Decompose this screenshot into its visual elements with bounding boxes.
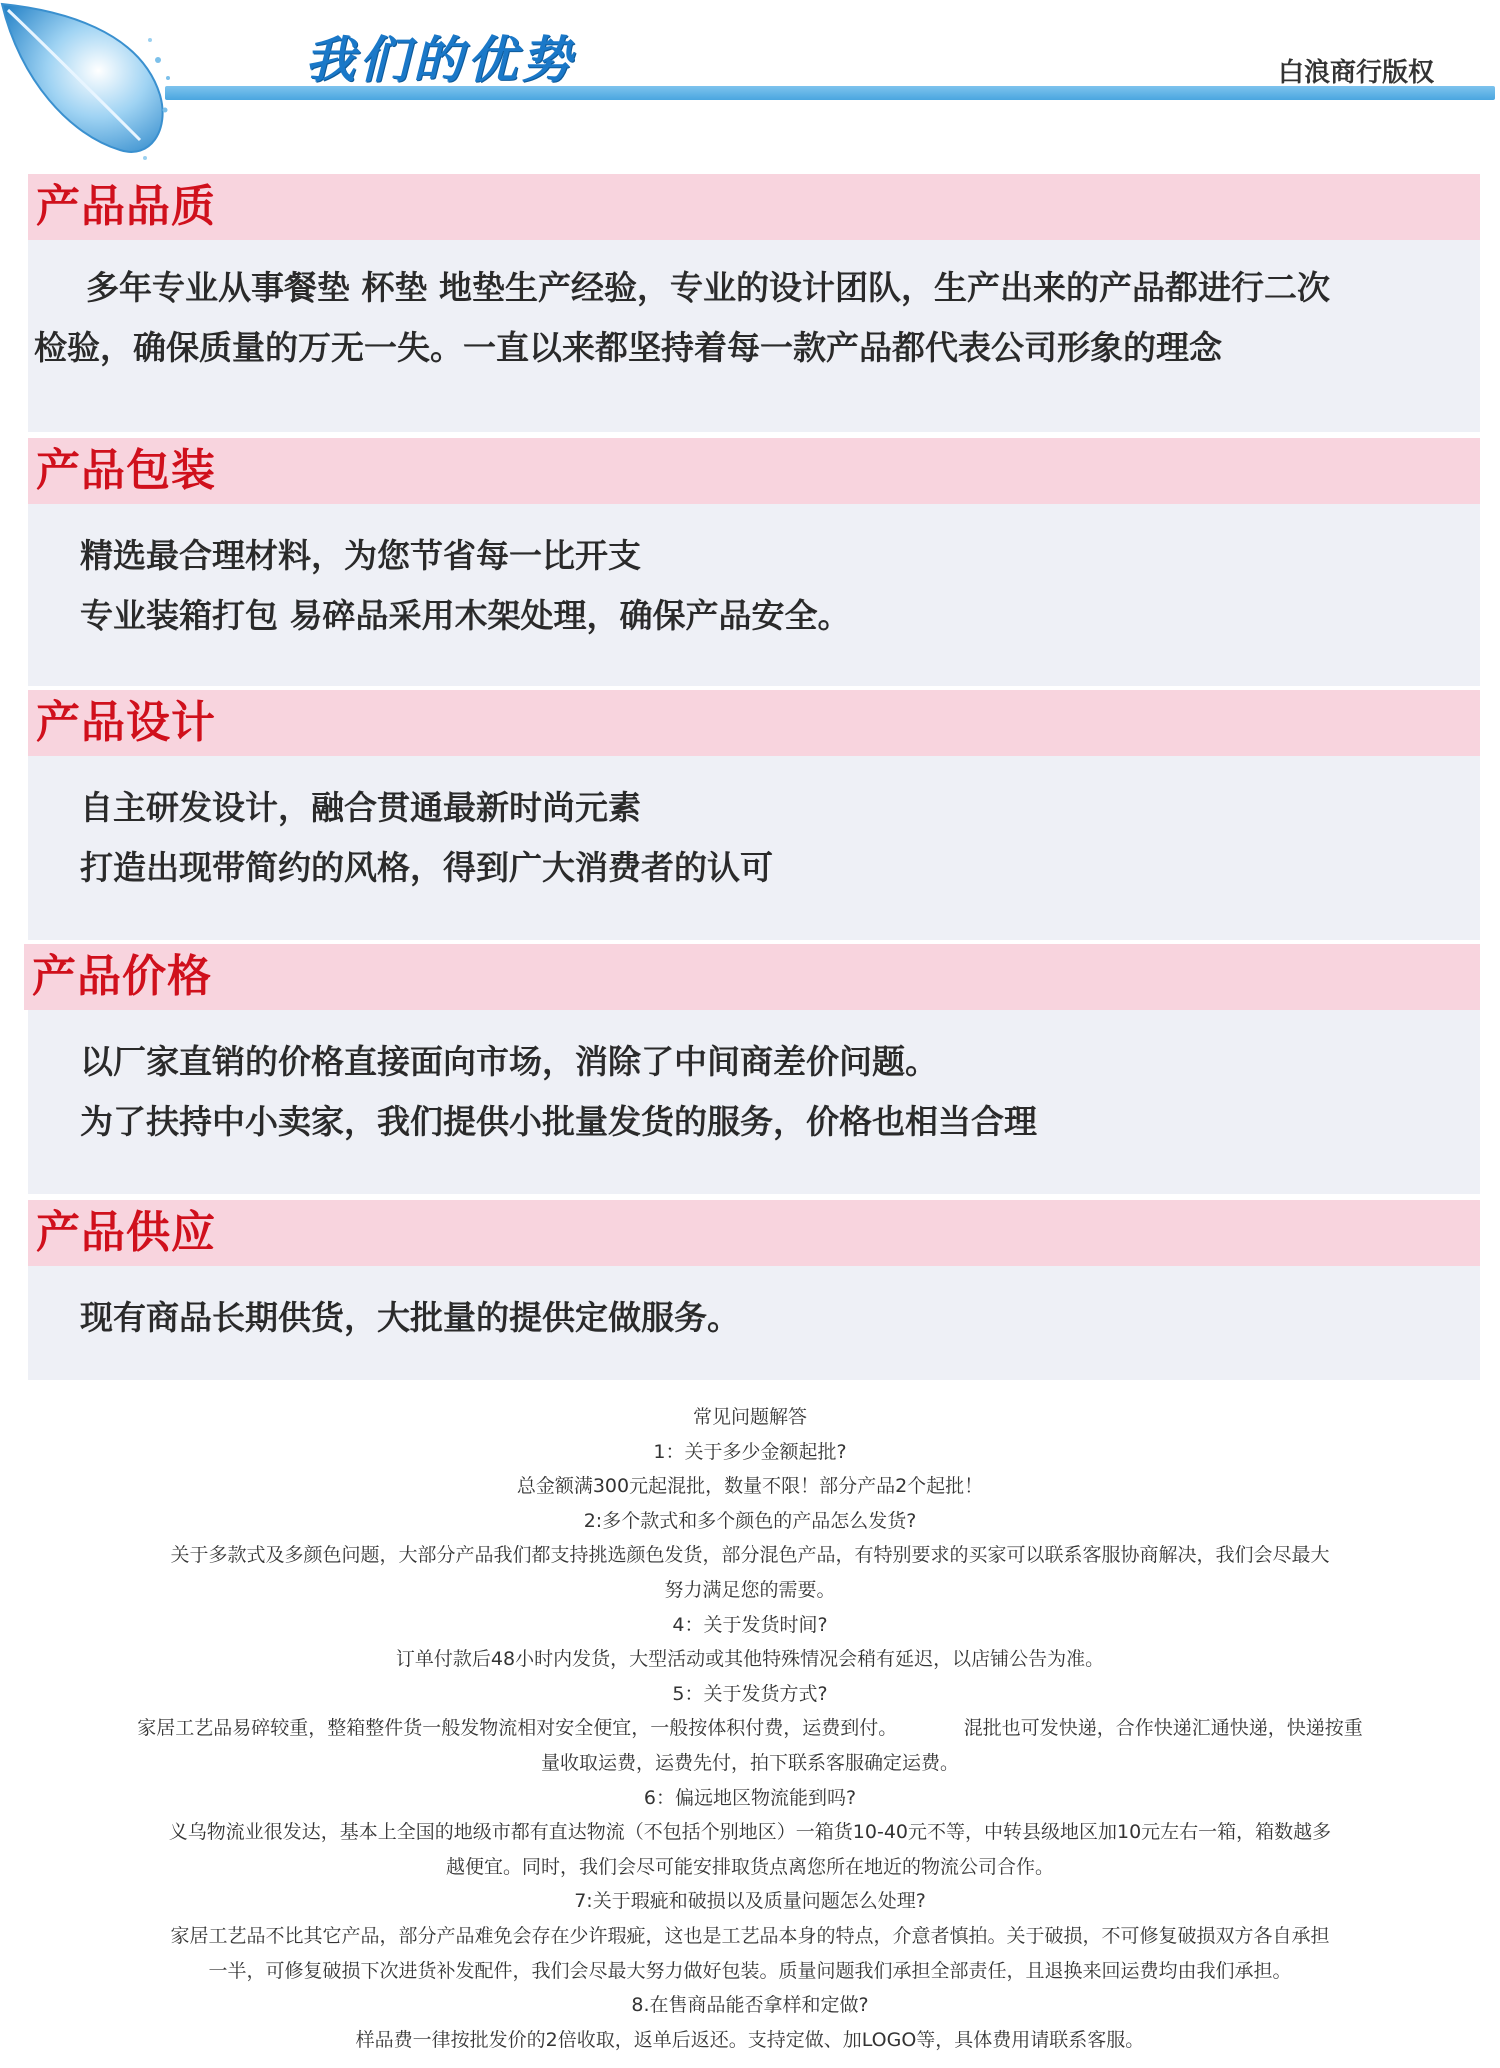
faq-question: 8.在售商品能否拿样和定做? <box>631 1994 869 2017</box>
faq-answer: 家居工艺品易碎较重，整箱整件货一般发物流相对安全便宜，一般按体积付费，运费到付。 混批也可发快递，合作快递汇通快递，快递按重 <box>137 1717 1363 1740</box>
section-text-line: 多年专业从事餐垫 杯垫 地垫生产经验，专业的设计团队，生产出来的产品都进行二次 <box>86 268 1330 307</box>
faq-answer: 努力满足您的需要。 <box>664 1578 836 1601</box>
page-header <box>0 0 1500 160</box>
faq-question: 6：偏远地区物流能到吗? <box>643 1786 857 1809</box>
faq-title: 常见问题解答 <box>692 1406 807 1428</box>
faq-question: 1：关于多少金额起批? <box>653 1440 847 1463</box>
faq-answer: 义乌物流业很发达，基本上全国的地级市都有直达物流（不包括个别地区）一箱货10-40元不等，中转县级地区加10元左右一箱，箱数越多 <box>168 1821 1332 1844</box>
faq-question: 5：关于发货方式? <box>672 1682 828 1705</box>
section-design <box>28 690 1480 940</box>
section-body <box>28 504 1480 646</box>
faq-answer: 订单付款后48小时内发货，大型活动或其他特殊情况会稍有延迟，以店铺公告为准。 <box>395 1648 1105 1671</box>
section-price <box>28 944 1480 1194</box>
faq-answer: 一半，可修复破损下次进货补发配件，我们会尽最大努力做好包装。质量问题我们承担全部责任，且退换来回运费均由我们承担。 <box>208 1959 1292 1982</box>
section-body <box>28 1010 1480 1152</box>
section-quality <box>28 174 1480 432</box>
copyright-label: 白浪商行版权 <box>1278 58 1435 88</box>
section-text-line: 为了扶持中小卖家，我们提供小批量发货的服务，价格也相当合理 <box>80 1102 1037 1141</box>
section-supply <box>28 1200 1480 1380</box>
section-text-line: 打造出现带简约的风格，得到广大消费者的认可 <box>80 848 773 887</box>
faq-answer: 家居工艺品不比其它产品，部分产品难免会存在少许瑕疵，这也是工艺品本身的特点，介意者慎拍。关于破损，不可修复破损双方各自承担 <box>170 1924 1330 1947</box>
section-text-line: 精选最合理材料，为您节省每一比开支 <box>80 536 641 575</box>
faq-question: 7:关于瑕疵和破损以及质量问题怎么处理? <box>574 1890 926 1913</box>
section-heading: 产品设计 <box>28 690 1480 756</box>
faq-answer: 样品费一律按批发价的2倍收取，返单后返还。支持定做、加LOGO等，具体费用请联系客服。 <box>355 2028 1145 2051</box>
faq-answer: 量收取运费，运费先付，拍下联系客服确定运费。 <box>540 1751 959 1774</box>
faq-question: 4：关于发货时间? <box>672 1613 828 1636</box>
faq-block <box>0 1400 1500 2057</box>
section-text-line: 自主研发设计，融合贯通最新时尚元素 <box>80 788 641 827</box>
faq-answer: 关于多款式及多颜色问题，大部分产品我们都支持挑选颜色发货，部分混色产品，有特别要求的买家可以联系客服协商解决，我们会尽最大 <box>170 1544 1330 1567</box>
section-body <box>28 240 1480 378</box>
section-body <box>28 756 1480 898</box>
section-heading: 产品包装 <box>28 438 1480 504</box>
section-body <box>28 1266 1480 1348</box>
faq-question: 2:多个款式和多个颜色的产品怎么发货? <box>583 1509 917 1532</box>
page-title: 我们的优势 <box>305 30 575 89</box>
section-packaging <box>28 438 1480 686</box>
water-leaf-logo-icon <box>0 0 175 165</box>
section-heading: 产品品质 <box>28 174 1480 240</box>
section-heading: 产品供应 <box>28 1200 1480 1266</box>
section-heading: 产品价格 <box>24 944 1480 1010</box>
faq-answer: 总金额满300元起混批，数量不限！部分产品2个起批！ <box>516 1475 984 1498</box>
section-text-line: 专业装箱打包 易碎品采用木架处理，确保产品安全。 <box>80 596 851 635</box>
section-text-line: 以厂家直销的价格直接面向市场，消除了中间商差价问题。 <box>80 1042 938 1081</box>
section-text-line: 检验，确保质量的万无一失。一直以来都坚持着每一款产品都代表公司形象的理念 <box>34 328 1222 367</box>
faq-answer: 越便宜。同时，我们会尽可能安排取货点离您所在地近的物流公司合作。 <box>445 1855 1054 1878</box>
section-text-line: 现有商品长期供货，大批量的提供定做服务。 <box>80 1298 740 1337</box>
